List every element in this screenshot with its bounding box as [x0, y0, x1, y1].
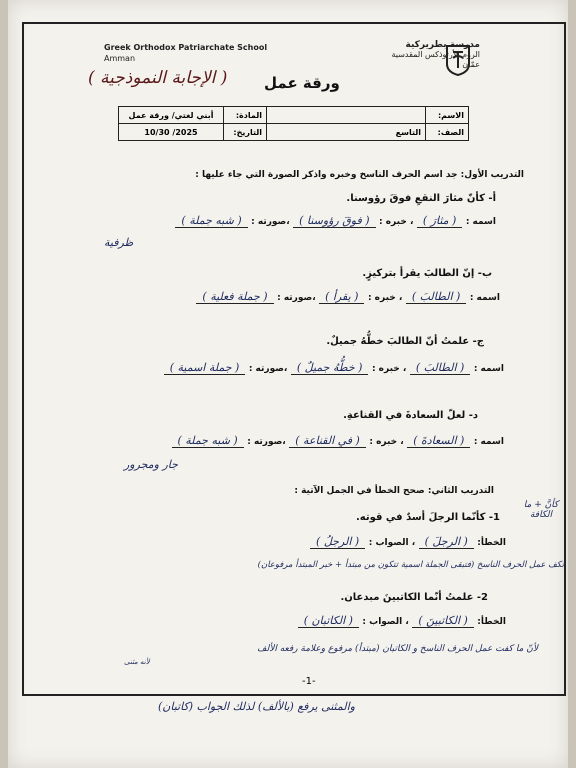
- handwritten-title: ( الإجابة النموذجية ): [88, 68, 228, 88]
- ex1-answer-row-d: [172, 434, 505, 448]
- ex2-side-note-1: كأنَّ + ما الكافة: [523, 500, 559, 520]
- answer-khabar: ( خطُّهُ جميلٌ ): [291, 361, 369, 375]
- subject-value: أبني لغتي/ ورقة عمل: [119, 107, 224, 124]
- page-number: -1-: [302, 676, 316, 687]
- ex2-answer-row-2: [298, 614, 506, 628]
- date-value: 2025/ 10/30: [119, 124, 224, 141]
- answer-khabar: ( في القناعة ): [289, 434, 366, 448]
- name-label: اسمه :: [473, 364, 504, 374]
- answer-khabar: ( فوقَ رؤوسنا ): [293, 214, 375, 228]
- ex1-sentence-c: ج- علمتُ أنّ الطالبَ خطُّهُ جميلٌ.: [326, 336, 484, 347]
- correct-label: ، الصواب :: [362, 617, 409, 627]
- ex1-note-a: ظرفية: [104, 236, 134, 249]
- ex1-sentence-a: أ- كأنّ مثارَ النقعِ فوقَ رؤوسنا.: [346, 193, 496, 204]
- form-label: ،صورته :: [247, 437, 286, 447]
- form-label: ،صورته :: [277, 293, 316, 303]
- form-label: ،صورته :: [248, 364, 288, 374]
- ex1-answer-row-b: [196, 290, 500, 304]
- info-table: [118, 106, 469, 141]
- form-label: ،صورته :: [251, 217, 290, 227]
- answer-name: ( مثارَ ): [417, 214, 462, 228]
- city-ar: عمّان: [462, 60, 480, 69]
- date-label: التاريخ:: [224, 124, 267, 141]
- answer-correct: ( الكاتبانِ ): [298, 614, 359, 628]
- answer-form: ( جملة اسمية ): [164, 361, 246, 375]
- khabar-label: ، خبره :: [367, 293, 403, 303]
- school-name-en-text: Greek Orthodox Patriarchate School: [104, 43, 268, 52]
- ex2-side-note-2: لأنه مثنى: [124, 658, 150, 666]
- school-logo-icon: [444, 44, 472, 76]
- ex2-footer-note: والمثنى يرفع (بالألف) لذلك الجواب (كاتبان): [158, 700, 355, 713]
- answer-name: ( الطالبَ ): [406, 290, 467, 304]
- khabar-label: ، خبره :: [371, 364, 407, 374]
- ex1-answer-row-a: [175, 214, 496, 228]
- ex2-answer-row-1: [310, 535, 506, 549]
- answer-error: ( الكاتبينَ ): [412, 614, 473, 628]
- khabar-label: ، خبره :: [369, 437, 404, 447]
- ex2-explanation-2: لأنّ ما كفت عمل الحرف الناسخ و الكاتبان (مبتدأ) مرفوع وعلامة رفعه الألف: [257, 644, 538, 654]
- answer-form: ( جملة فعلية ): [196, 290, 273, 304]
- school-name-ar-line2: الروم الأرثوذكس المقدسية: [391, 50, 480, 59]
- answer-name: ( الطالبَ ): [410, 361, 471, 375]
- ex1-note-d: جار ومجرور: [124, 458, 178, 471]
- worksheet-page: [8, 0, 568, 768]
- name-field: [267, 107, 426, 124]
- exercise1-instruction: التدريب الأول: جد اسم الحرف الناسخ وخبره واذكر الصورة التي جاء عليها :: [195, 170, 524, 180]
- answer-khabar: ( يقرأ ): [319, 290, 364, 304]
- name-label: اسمه :: [465, 217, 496, 227]
- answer-form: ( شبه جملة ): [175, 214, 247, 228]
- ex1-answer-row-c: [164, 361, 504, 375]
- answer-error: ( الرجلَ ): [419, 535, 474, 549]
- city-en: Amman: [104, 54, 136, 63]
- error-label: الخطأ:: [477, 538, 506, 548]
- ex2-sentence-1: 1- كأنّما الرجلَ أسدٌ في قوته.: [356, 512, 500, 523]
- name-label: الاسم:: [426, 107, 469, 124]
- exercise2-instruction: التدريب الثاني: صحح الخطأ في الجمل الآتية :: [294, 486, 494, 496]
- ex1-sentence-d: د- لعلّ السعادةَ في القناعةِ.: [343, 410, 478, 421]
- answer-correct: ( الرجلُ ): [310, 535, 365, 549]
- ex1-sentence-b: ب- إنّ الطالبَ يقرأ بتركيزٍ.: [362, 268, 492, 279]
- grade-label: الصف:: [426, 124, 469, 141]
- grade-value: التاسع: [267, 124, 426, 141]
- subject-label: المادة:: [224, 107, 267, 124]
- school-name-ar-line1: مدرسة بطريركية: [405, 40, 480, 50]
- worksheet-title: ورقة عمل: [264, 74, 340, 92]
- answer-form: ( شبه جملة ): [172, 434, 244, 448]
- name-label: اسمه :: [473, 437, 504, 447]
- school-name-en: [104, 42, 267, 64]
- name-label: اسمه :: [469, 293, 500, 303]
- answer-name: ( السعادةَ ): [407, 434, 470, 448]
- ex2-explanation-1: تكف عمل الحرف الناسخ (فتبقى الجملة اسمية تتكون من مبتدأ + خبر المبتدأ مرفوعان): [257, 560, 564, 570]
- khabar-label: ، خبره :: [379, 217, 414, 227]
- correct-label: ، الصواب :: [368, 538, 416, 548]
- ex2-sentence-2: 2- علمتُ أنّما الكاتبينَ مبدعان.: [340, 592, 488, 603]
- error-label: الخطأ:: [477, 617, 506, 627]
